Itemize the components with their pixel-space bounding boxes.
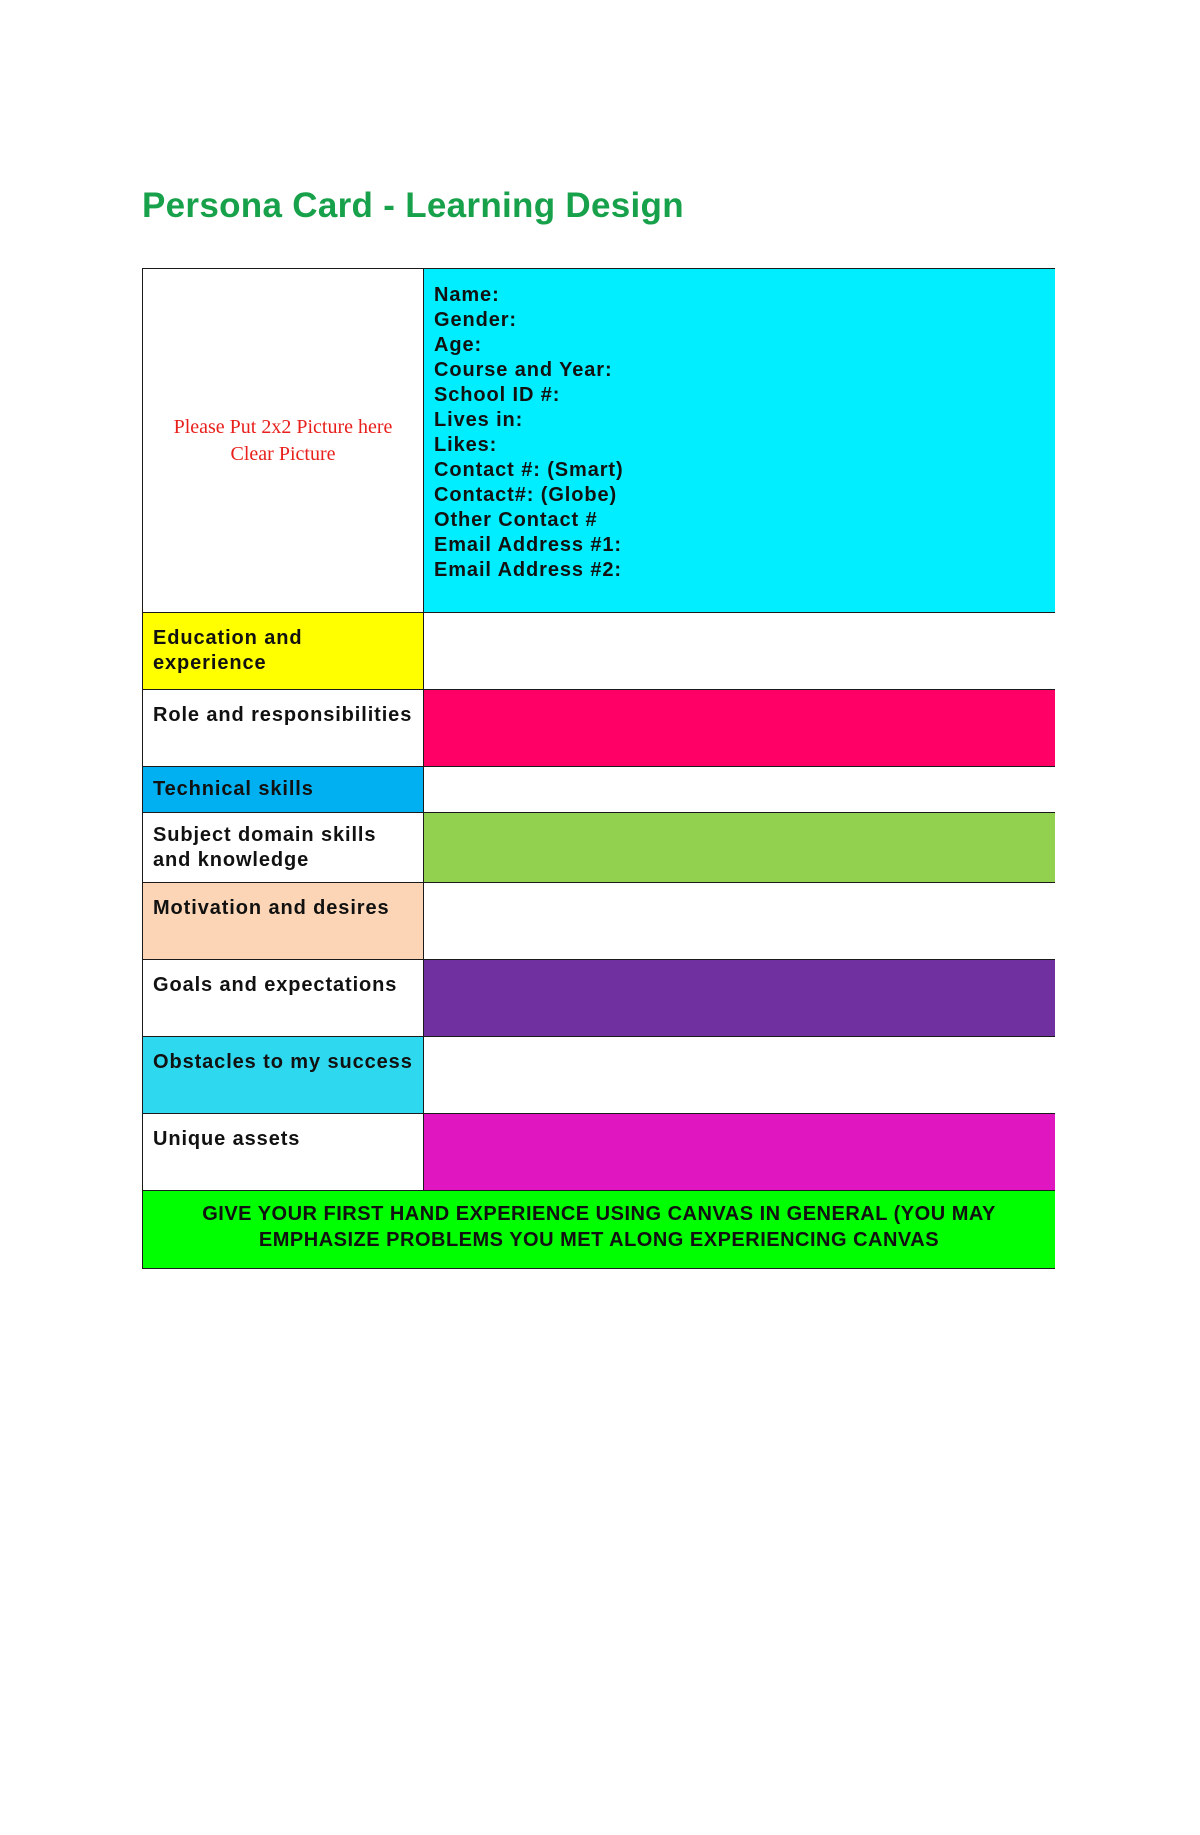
page-title: Persona Card - Learning Design	[142, 186, 684, 225]
field-contact-smart: Contact #: (Smart)	[434, 459, 624, 481]
row-value-obstacles[interactable]	[424, 1037, 1055, 1114]
row-value-subject-domain[interactable]	[424, 813, 1055, 883]
field-email-2: Email Address #2:	[434, 559, 622, 581]
field-school-id: School ID #:	[434, 384, 561, 406]
photo-note: Clear Picture	[230, 442, 336, 465]
row-value-unique-assets[interactable]	[424, 1114, 1055, 1191]
photo-instruction: Please Put 2x2 Picture here	[173, 415, 393, 438]
row-label-technical-skills: Technical skills	[143, 767, 424, 813]
row-value-education[interactable]	[424, 613, 1055, 690]
row-label-obstacles: Obstacles to my success	[143, 1037, 424, 1114]
personal-info-block[interactable]	[424, 269, 1055, 613]
row-label-motivation: Motivation and desires	[143, 883, 424, 960]
persona-card	[142, 268, 1055, 1269]
field-email-1: Email Address #1:	[434, 534, 622, 556]
field-lives-in: Lives in:	[434, 409, 524, 431]
prompt-line-2: EMPHASIZE PROBLEMS YOU MET ALONG EXPERIENCING CANVAS	[258, 1229, 940, 1251]
field-contact-globe: Contact#: (Globe)	[434, 484, 618, 506]
row-label-subject-domain: Subject domain skills and knowledge	[143, 813, 424, 883]
prompt-line-1: GIVE YOUR FIRST HAND EXPERIENCE USING CANVAS IN GENERAL (YOU MAY	[202, 1203, 996, 1225]
row-label-role: Role and responsibilities	[143, 690, 424, 767]
row-label-unique-assets: Unique assets	[143, 1114, 424, 1191]
row-value-role[interactable]	[424, 690, 1055, 767]
field-course-year: Course and Year:	[434, 359, 613, 381]
field-likes: Likes:	[434, 434, 498, 456]
row-value-technical-skills[interactable]	[424, 767, 1055, 813]
row-value-motivation[interactable]	[424, 883, 1055, 960]
field-name: Name:	[434, 284, 500, 306]
photo-placeholder[interactable]	[143, 269, 424, 613]
row-value-goals[interactable]	[424, 960, 1055, 1037]
row-label-education: Education and experience	[143, 613, 424, 690]
field-gender: Gender:	[434, 309, 517, 331]
field-other-contact: Other Contact #	[434, 509, 598, 531]
row-label-goals: Goals and expectations	[143, 960, 424, 1037]
field-age: Age:	[434, 334, 483, 356]
canvas-experience-prompt[interactable]	[143, 1191, 1055, 1268]
